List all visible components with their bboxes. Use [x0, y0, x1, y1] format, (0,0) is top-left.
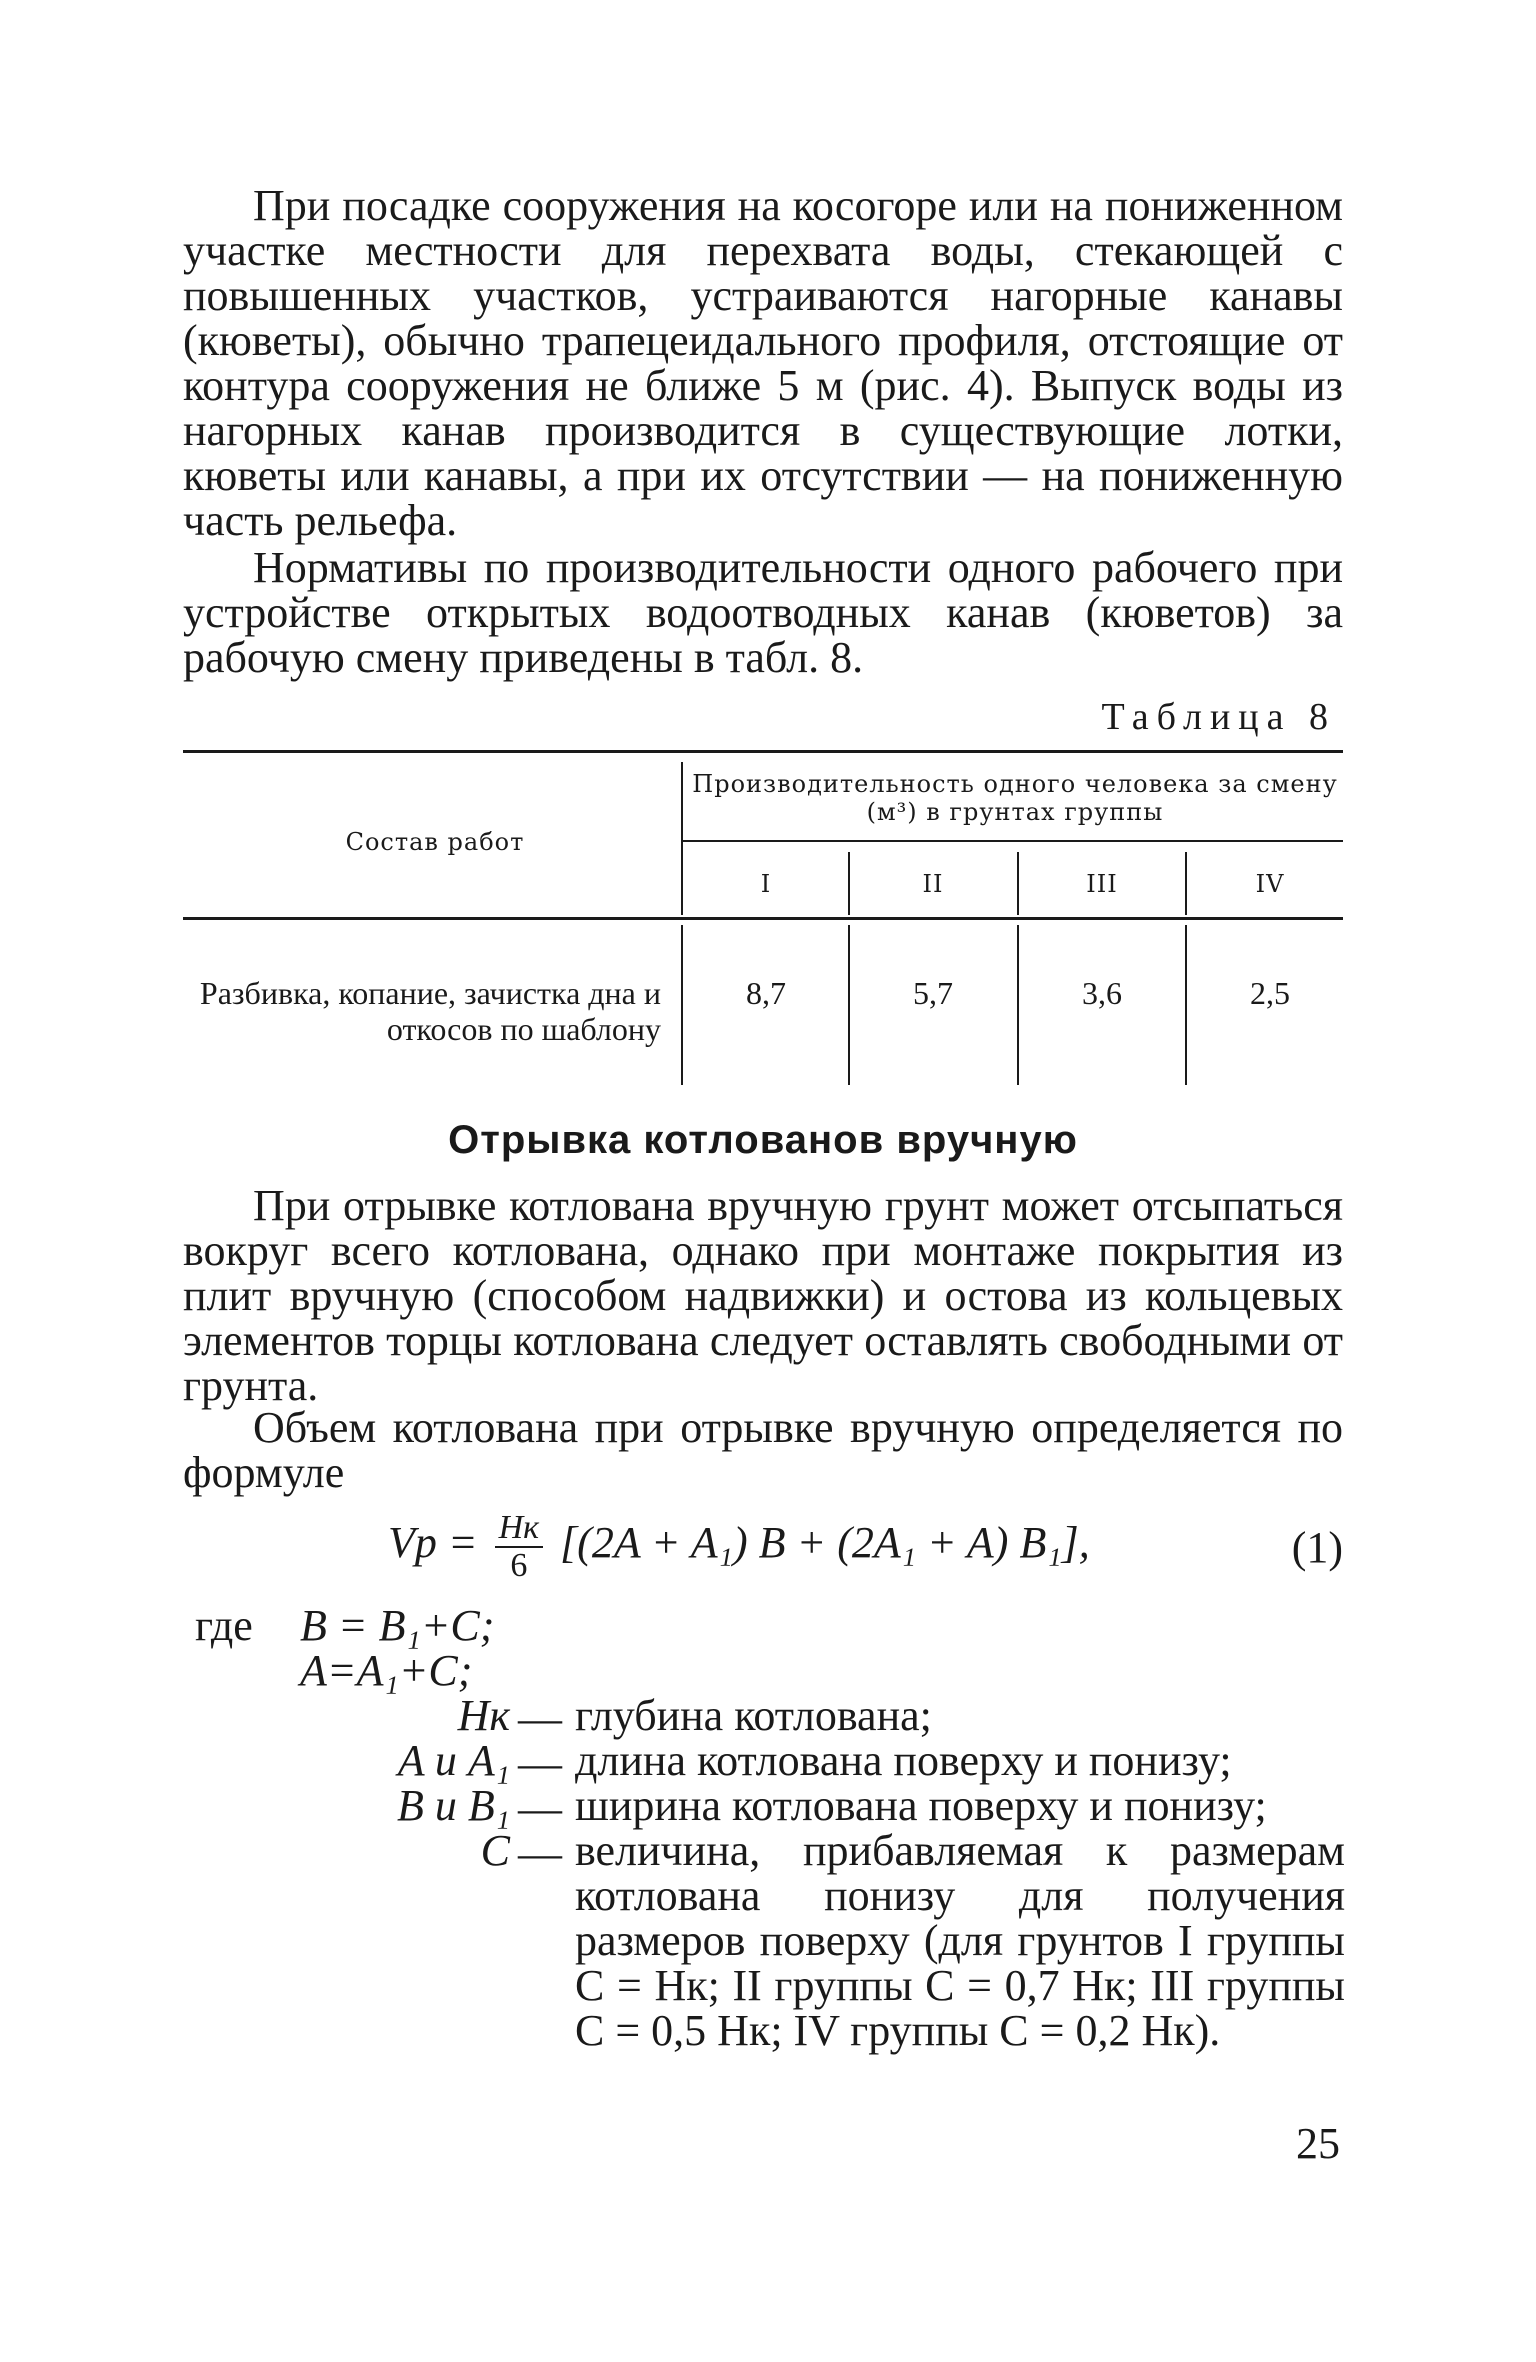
- paragraph-pit-excavation: При отрывке котлована вручную грунт может отсыпаться вокруг всего котлована, однако при монтаже покрытия из плит вручную (способом надвижки) и остова из кольцевых элементов торцы котлована следует оставлять свободными от грунта.: [183, 1181, 1343, 1410]
- paragraph-norms: Нормативы по производительности одного рабочего при устройстве открытых водоотводных канав (кюветов) за рабочую смену приведены в табл. 8.: [183, 543, 1343, 682]
- table-cell-value: 3,6: [1082, 975, 1122, 1011]
- table-top-rule: [183, 750, 1343, 753]
- where-word: где: [195, 1601, 253, 1650]
- table-cell-value: 2,5: [1250, 975, 1290, 1011]
- page-number: 25: [1296, 2119, 1340, 2168]
- definition-symbol: C: [480, 1826, 510, 1875]
- table-divider: [1017, 852, 1019, 915]
- formula-number: (1): [1291, 1523, 1343, 1572]
- table-divider: [681, 925, 683, 1085]
- table-caption: Таблица 8: [1101, 696, 1336, 738]
- definition-dash: —: [518, 1739, 562, 1788]
- formula-rhs: [(2A + A₁) B + (2A₁ + A) B₁],: [560, 1518, 1090, 1568]
- where-equation-a: A=A₁+C;: [300, 1646, 473, 1695]
- definition-symbol: B и B₁: [396, 1781, 510, 1830]
- definition-symbol: Hк: [457, 1691, 510, 1740]
- table-divider: [1017, 925, 1019, 1085]
- table-header-productivity: Производительность одного человека за смену (м³) в грунтах группы: [692, 770, 1338, 826]
- table-header-group: I: [760, 870, 772, 898]
- formula-fraction: [495, 1510, 543, 1584]
- formula-denominator: 6: [510, 1547, 528, 1584]
- table-cell-work: Разбивка, копание, зачистка дна и откосов по шаблону: [199, 975, 661, 1047]
- definition-text: величина, прибавляемая к размерам котлована понизу для получения размеров поверху (для грунтов I группы C = Hк; II группы C = 0,7 Hк; III группы C = 0,5 Hк; IV группы C = 0,2 Hк).: [575, 1826, 1345, 2055]
- table-subheader-rule: [683, 840, 1343, 842]
- table-cell-value: 5,7: [913, 975, 953, 1011]
- definition-dash: —: [518, 1694, 562, 1743]
- table-divider: [1185, 852, 1187, 915]
- definition-text: ширина котлована поверху и понизу;: [575, 1781, 1267, 1830]
- paragraph-drainage-ditches: При посадке сооружения на косогоре или на пониженном участке местности для перехвата воды, стекающей с повышенных участков, устраиваются нагорные канавы (кюветы), обычно трапецеидального профиля, отстоящие от контура сооружения не ближе 5 м (рис. 4). Выпуск воды из нагорных канав производится в существующие лотки, кюветы или канавы, а при их отсутствии — на пониженную часть рельефа.: [183, 181, 1343, 545]
- paragraph-volume-intro: Объем котлована при отрывке вручную определяется по формуле: [183, 1403, 1343, 1497]
- definition-symbol: A и A₁: [397, 1736, 510, 1785]
- formula-numerator: Hк: [495, 1510, 543, 1548]
- definition-dash: —: [518, 1829, 562, 1878]
- section-heading: Отрывка котлованов вручную: [448, 1118, 1078, 1162]
- table-divider: [848, 925, 850, 1085]
- table-divider: [1185, 925, 1187, 1085]
- table-cell-value: 8,7: [746, 975, 786, 1011]
- table-divider: [848, 852, 850, 915]
- definition-text: длина котлована поверху и понизу;: [575, 1736, 1232, 1785]
- table-header-group: IV: [1255, 870, 1285, 898]
- definition-text: глубина котлована;: [575, 1691, 932, 1740]
- definition-dash: —: [518, 1784, 562, 1833]
- table-header-work: Состав работ: [345, 828, 525, 856]
- table-header-group: III: [1086, 870, 1118, 898]
- formula-lhs: Vр =: [388, 1518, 478, 1568]
- where-equation-b: B = B₁+C;: [300, 1601, 495, 1650]
- table-header-group: II: [922, 870, 944, 898]
- table-divider: [681, 762, 683, 915]
- table-header-rule: [183, 917, 1343, 920]
- volume-formula: [388, 1510, 1090, 1584]
